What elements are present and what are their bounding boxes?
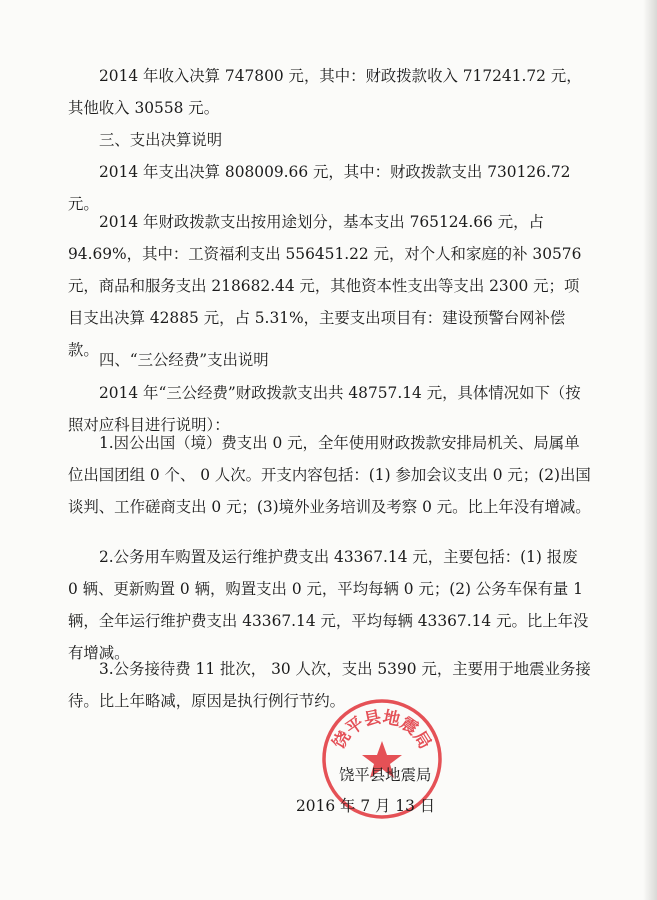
reception-expense-paragraph: 3.公务接待费 11 批次， 30 人次，支出 5390 元，主要用于地震业务接待。比上年略减，原因是执行例行节约。 — [68, 660, 591, 710]
three-public-summary-paragraph: 2014 年“三公经费”财政拨款支出共 48757.14 元，具体情况如下（按照对应科目进行说明）： — [68, 384, 581, 434]
section-heading-expenditure: 三、支出决算说明 — [99, 131, 223, 149]
signature-date: 2016 年 7 月 13 日 — [296, 797, 436, 815]
expenditure-paragraph: 2014 年支出决算 808009.66 元，其中：财政拨款支出 730126.72 元。 — [68, 163, 571, 213]
section-heading-three-public: 四、“三公经费”支出说明 — [99, 351, 269, 369]
vehicle-expense-paragraph: 2.公务用车购置及运行维护费支出 43367.14 元，主要包括：(1) 报废 0 辆、更新购置 0 辆，购置支出 0 元，平均每辆 0 元；(2) 公务车保有量 1 辆，全年运行维护费支出 43367.14 元，平均每辆 43367.14 元。比上年没有增减。 — [68, 548, 589, 662]
svg-text:饶平县地震局: 饶平县地震局 — [329, 707, 435, 753]
overseas-expense-paragraph: 1.因公出国（境）费支出 0 元，全年使用财政拨款安排局机关、局属单位出国团组 0 个、 0 人次。开支内容包括：(1) 参加会议支出 0 元；(2)出国谈判、工作磋商支出 0 元；(3)境外业务培训及考察 0 元。比上年没有增减。 — [68, 434, 591, 516]
income-paragraph: 2014 年收入决算 747800 元，其中：财政拨款收入 717241.72 元，其他收入 30558 元。 — [68, 67, 582, 117]
page-edge-shadow — [643, 0, 657, 900]
signature-organization: 饶平县地震局 — [339, 766, 432, 784]
expenditure-breakdown-paragraph: 2014 年财政拨款支出按用途划分，基本支出 765124.66 元，占 94.69%，其中：工资福利支出 556451.22 元，对个人和家庭的补 30576 元，商品和服务支出 218682.44 元，其他资本性支出等支出 2300 元；项目支出决算 42885 元，占 5.31%，主要支出项目有：建设预警台网补偿款。 — [68, 213, 582, 359]
